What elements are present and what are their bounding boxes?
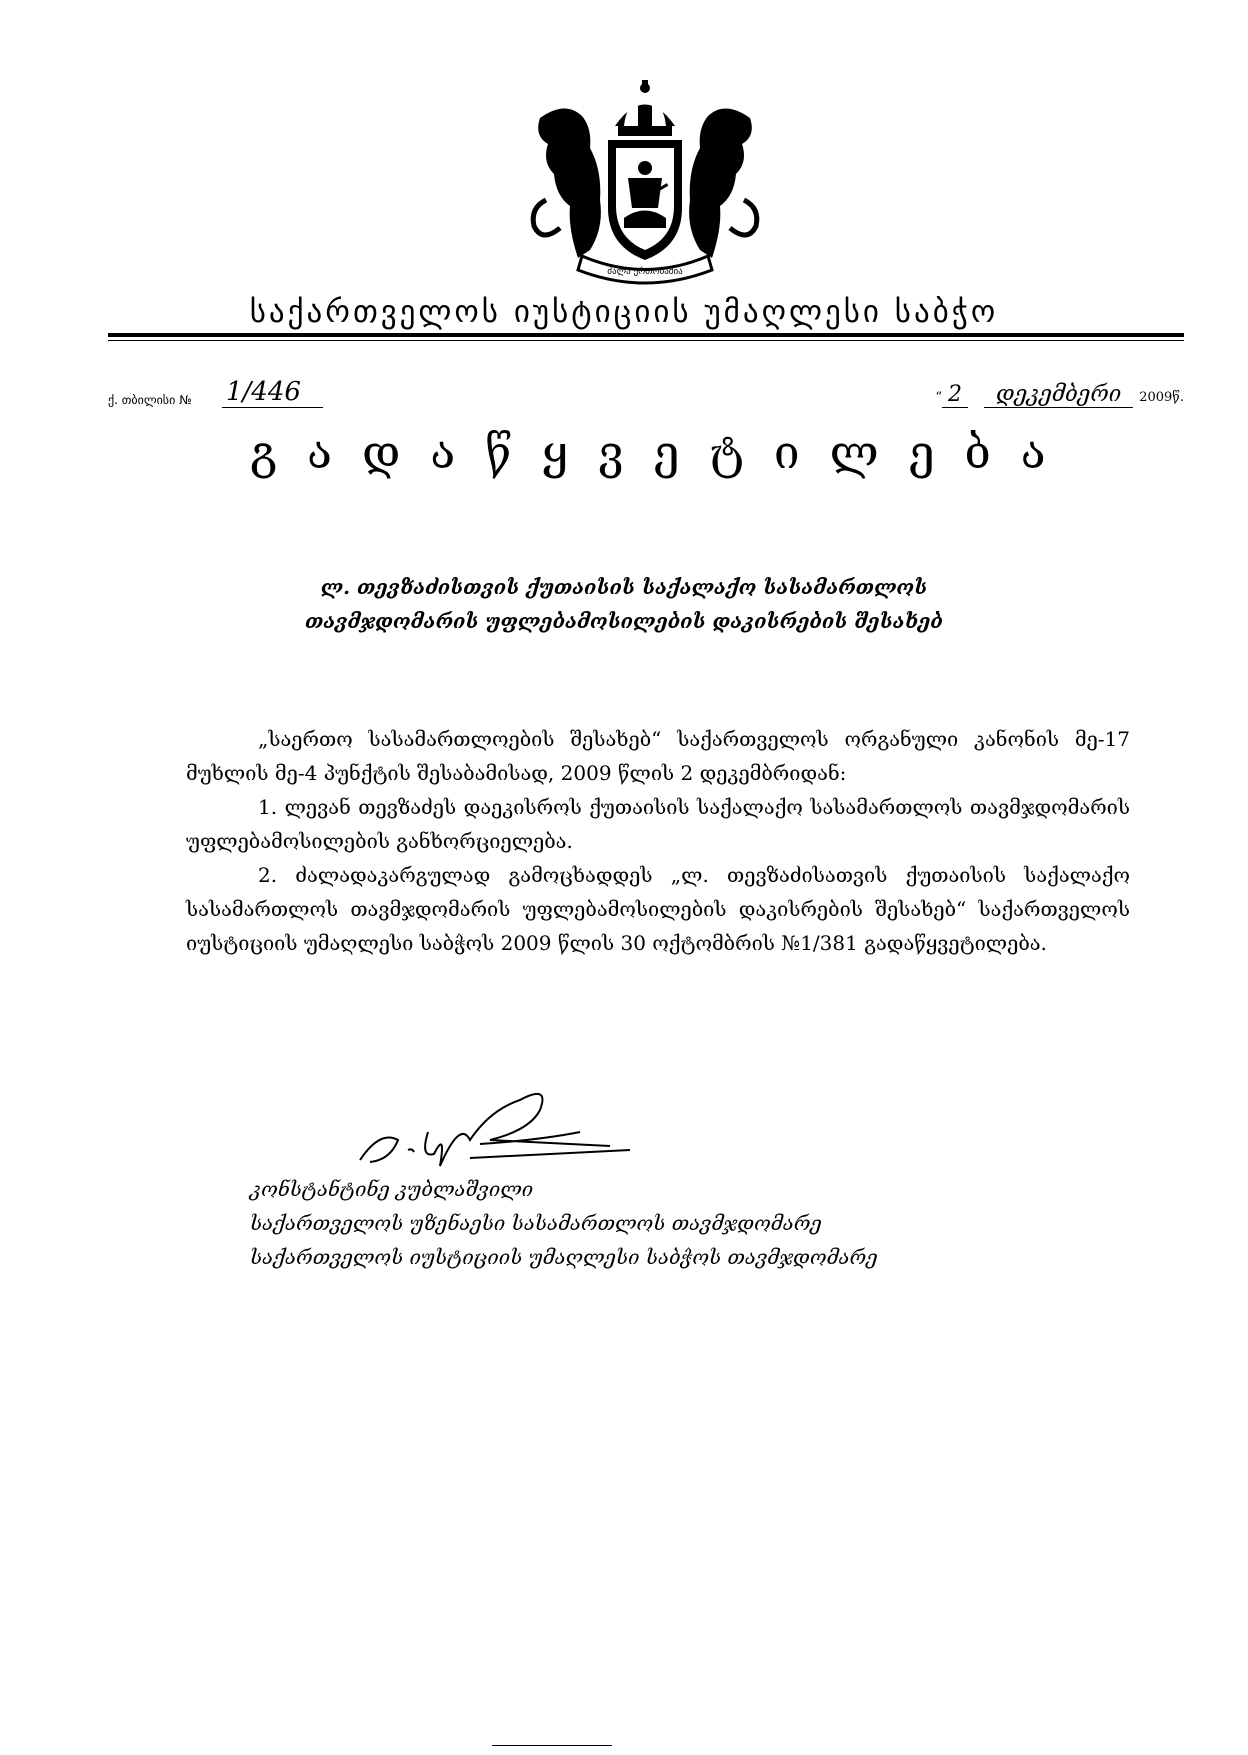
item-1: 1. ლევან თევზაძეს დაეკისროს ქუთაისის საქალაქო სასამართლოს თავმჯდომარის უფლებამოსილების განხორციელება. (186, 795, 1130, 853)
header-rule-thin (108, 340, 1184, 341)
signatory-block (250, 1172, 878, 1274)
crown-icon (615, 80, 675, 136)
date-year: 2009წ. (1139, 390, 1184, 405)
registration-date: “ 2 დეკემბერი 2009წ. (935, 382, 1184, 407)
emblem-motto: ძალა ერთობაშია (607, 267, 683, 277)
lion-right-icon (689, 108, 757, 258)
document-title: გადაწყვეტილება (250, 425, 1076, 479)
signatory-title-2: საქართველოს იუსტიციის უმაღლესი საბჭოს თავმჯდომარე (250, 1245, 878, 1269)
signatory-title-1: საქართველოს უზენაესი სასამართლოს თავმჯდომარე (250, 1211, 822, 1235)
lion-left-icon (533, 108, 601, 258)
item-2: 2. ძალადაკარგულად გამოცხადდეს „ლ. თევზაძისათვის ქუთაისის საქალაქო სასამართლოს თავმჯდომარის უფლებამოსილების დაკისრების შესახებ“ საქართველოს იუსტიციის უმაღლესი საბჭოს 2009 წლის 30 ოქტომბრის №1/381 გადაწყვეტილება. (186, 863, 1130, 955)
subject-line-2: თავმჯდომარის უფლებამოსილების დაკისრების შესახებ (305, 609, 943, 633)
header-rule-thick (108, 333, 1184, 337)
registration-label: ქ. თბილისი № (108, 393, 192, 407)
registration-number: 1/446 (222, 377, 323, 408)
handwritten-signature (350, 1070, 640, 1180)
subject-line-1: ლ. თევზაძისთვის ქუთაისის საქალაქო სასამართლოს (320, 575, 928, 599)
signatory-name: კონსტანტინე კუბლაშვილი (250, 1177, 534, 1201)
footer-line (492, 1745, 612, 1746)
council-name: საქართველოს იუსტიციის უმაღლესი საბჭო (249, 294, 999, 330)
date-day: 2 (942, 382, 968, 408)
intro-paragraph: „საერთო სასამართლოების შესახებ“ საქართველოს ორგანული კანონის მე-17 მუხლის მე-4 პუნქტის შესაბამისად, 2009 წლის 2 დეკემბრიდან: (186, 727, 1130, 785)
subject-heading (0, 570, 1248, 638)
coat-of-arms-emblem (520, 78, 770, 288)
decision-body (186, 722, 1130, 960)
date-month: დეკემბერი (984, 382, 1133, 408)
